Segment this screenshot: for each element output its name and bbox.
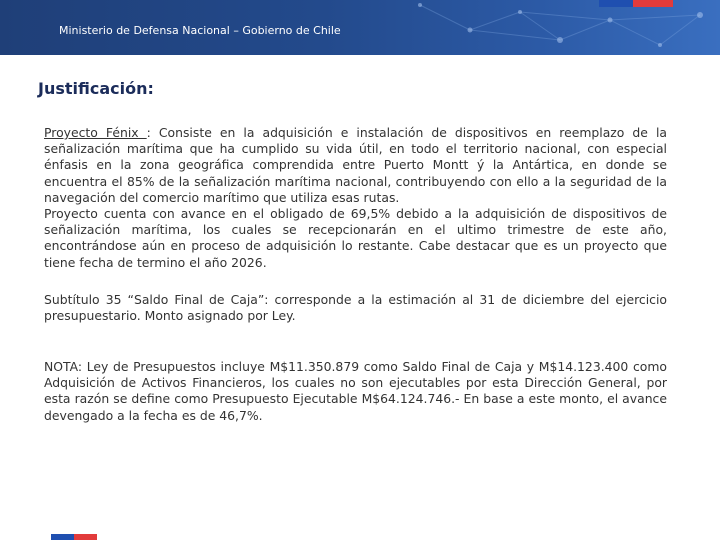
paragraph-proyecto-fenix — [44, 125, 667, 271]
project-name-underlined: Proyecto Fénix — [44, 125, 147, 140]
paragraph-subtitulo-35 — [44, 292, 667, 324]
footer-flag-blue — [51, 534, 74, 540]
paragraph-proyecto-avance: Proyecto cuenta con avance en el obligado de 69,5% debido a la adquisición de dispositivos de señalización marítima, los cuales se recepcionarán en el ultimo trimestre de este año, encontrándose aún en proceso de adquisición lo restante. Cabe destacar que es un proyecto que tiene fecha de termino el año 2026. — [44, 206, 667, 270]
paragraph-nota — [44, 359, 667, 424]
flag-stripe-red — [633, 0, 673, 7]
header-banner — [0, 0, 720, 55]
paragraph-text: NOTA: Ley de Presupuestos incluye M$11.350.879 como Saldo Final de Caja y M$14.123.400 como Adquisición de Activos Financieros, los cuales no son ejecutables por esta Dirección General, por esta razón se define como Presupuesto Ejecutable M$64.124.746.- En base a este monto, el avance devengado a la fecha es de 46,7%. — [44, 359, 667, 423]
paragraph-text: Subtítulo 35 “Saldo Final de Caja”: corresponde a la estimación al 31 de diciembre del ejercicio presupuestario. Monto asignado por Ley. — [44, 292, 667, 324]
footer-flag-red — [74, 534, 97, 540]
section-title: Justificación: — [38, 79, 154, 98]
flag-stripe-blue — [599, 0, 633, 7]
paragraph-text: : Consiste en la adquisición e instalación de dispositivos en reemplazo de la señalización marítima que ha cumplido su vida útil, en todo el territorio nacional, con especial énfasis en la zona geográfica comprendida entre Puerto Montt ý la Antártica, en donde se encuentra el 85% de la señalización marítima nacional, contribuyendo con ello a la seguridad de la navegación del comercio marítimo que utiliza esas rutas. — [44, 125, 667, 205]
header-title: Ministerio de Defensa Nacional – Gobierno de Chile — [59, 24, 341, 37]
